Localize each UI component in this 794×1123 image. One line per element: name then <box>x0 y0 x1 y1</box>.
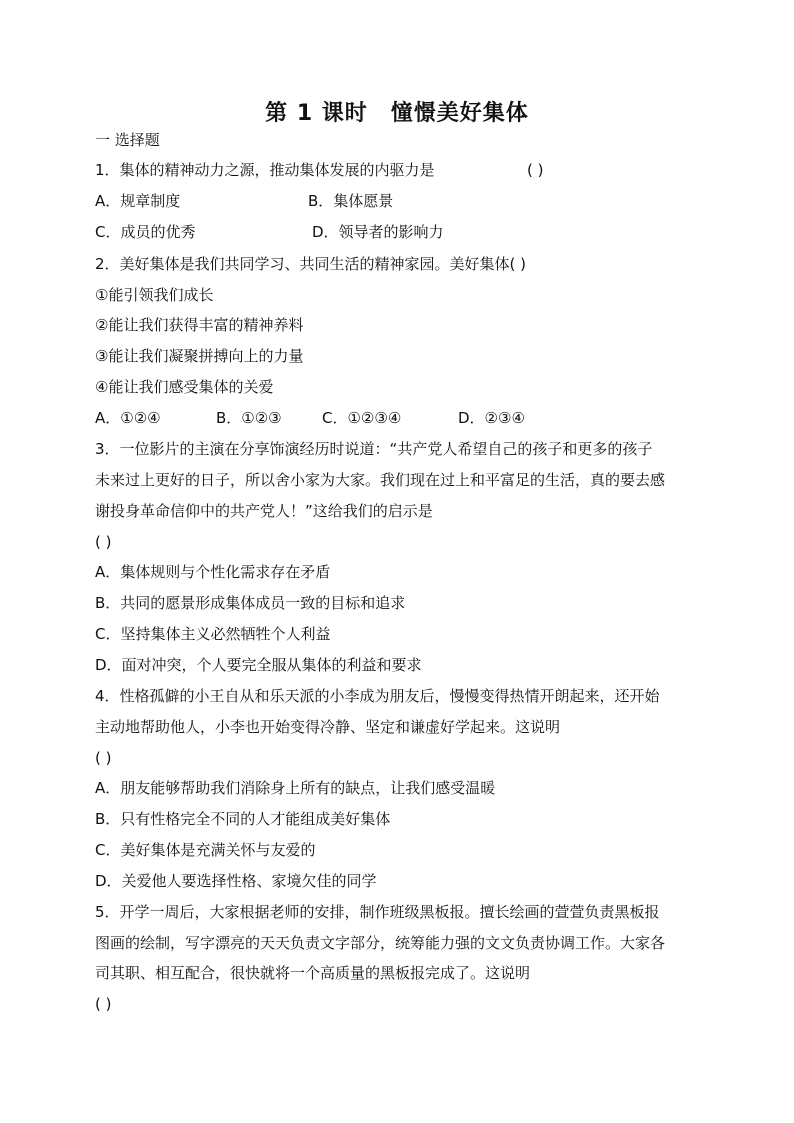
q2-item: ①能引领我们成长 <box>95 286 214 304</box>
q2-option-d: D．②③④ <box>458 409 525 427</box>
q4-option-c: C．美好集体是充满关怀与友爱的 <box>95 841 316 859</box>
q5-stem-line: 5．开学一周后，大家根据老师的安排，制作班级黑板报。擅长绘画的萱萱负责黑板报 <box>95 903 660 921</box>
q2-item: ③能让我们凝聚拼搏向上的力量 <box>95 347 304 365</box>
q3-option-a: A．集体规则与个性化需求存在矛盾 <box>95 563 331 581</box>
q5-stem-line: 司其职、相互配合，很快就将一个高质量的黑板报完成了。这说明 <box>95 964 531 982</box>
q1-stem: 1．集体的精神动力之源，推动集体发展的内驱力是 <box>95 161 435 179</box>
q3-option-d: D．面对冲突，个人要完全服从集体的利益和要求 <box>95 656 422 674</box>
page-title: 第 1 课时 憧憬美好集体 <box>265 101 529 126</box>
q3-option-b: B．共同的愿景形成集体成员一致的目标和追求 <box>95 594 406 612</box>
q1-option-b: B．集体愿景 <box>308 192 394 210</box>
q2-option-a: A．①②④ <box>95 409 161 427</box>
q4-stem-line: 4．性格孤僻的小王自从和乐天派的小李成为朋友后，慢慢变得热情开朗起来，还开始 <box>95 687 660 705</box>
q2-option-c: C．①②③④ <box>322 409 402 427</box>
q1-option-c: C．成员的优秀 <box>95 223 196 241</box>
q5-stem-line: 图画的绘制，写字漂亮的天天负责文字部分，统筹能力强的文文负责协调工作。大家各 <box>95 934 666 952</box>
section-heading: 一 选择题 <box>95 131 160 149</box>
q3-stem-line: 未来过上更好的日子，所以舍小家为大家。我们现在过上和平富足的生活，真的要去感 <box>95 471 666 489</box>
q3-option-c: C．坚持集体主义必然牺牲个人利益 <box>95 625 331 643</box>
q2-option-b: B．①②③ <box>216 409 282 427</box>
q4-answer-paren: ( ) <box>95 749 112 767</box>
q3-stem-line: 谢投身革命信仰中的共产党人！”这给我们的启示是 <box>95 502 433 520</box>
q1-option-a: A．规章制度 <box>95 192 181 210</box>
q3-stem-line: 3．一位影片的主演在分享饰演经历时说道：“共产党人希望自己的孩子和更多的孩子 <box>95 440 653 458</box>
q1-option-d: D．领导者的影响力 <box>312 223 444 241</box>
q2-item: ④能让我们感受集体的关爱 <box>95 378 274 396</box>
q4-option-b: B．只有性格完全不同的人才能组成美好集体 <box>95 810 391 828</box>
q1-answer-paren: ( ) <box>527 161 544 179</box>
q2-stem: 2．美好集体是我们共同学习、共同生活的精神家园。美好集体( ) <box>95 255 527 273</box>
q4-option-a: A．朋友能够帮助我们消除身上所有的缺点，让我们感受温暖 <box>95 779 496 797</box>
q4-stem-line: 主动地帮助他人，小李也开始变得冷静、坚定和谦虚好学起来。这说明 <box>95 718 561 736</box>
q4-option-d: D．关爱他人要选择性格、家境欠佳的同学 <box>95 872 377 890</box>
q3-answer-paren: ( ) <box>95 533 112 551</box>
q2-item: ②能让我们获得丰富的精神养料 <box>95 316 304 334</box>
q5-answer-paren: ( ) <box>95 995 112 1013</box>
